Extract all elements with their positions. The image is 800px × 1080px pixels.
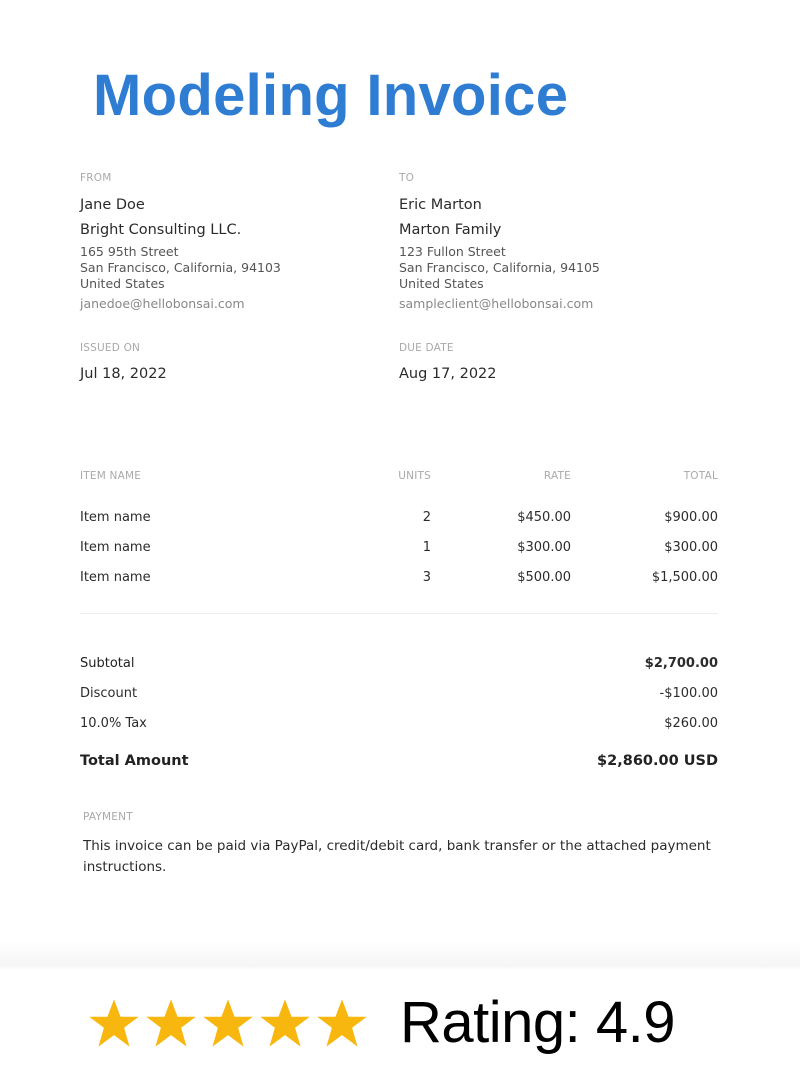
header-total: TOTAL — [683, 470, 718, 482]
from-address-line2: San Francisco, California, 94103 — [80, 260, 281, 275]
item-name: Item name — [80, 569, 151, 585]
star-rating — [86, 996, 370, 1050]
to-country: United States — [399, 276, 484, 291]
header-units: UNITS — [398, 470, 431, 482]
item-name: Item name — [80, 539, 151, 555]
tax-row — [80, 712, 718, 734]
to-company: Marton Family — [399, 222, 502, 238]
to-section — [399, 171, 699, 312]
total-amount-label: Total Amount — [80, 753, 189, 769]
from-email: janedoe@hellobonsai.com — [80, 296, 245, 311]
item-total: $1,500.00 — [651, 569, 718, 585]
item-units: 2 — [422, 509, 431, 525]
issued-on-label: ISSUED ON — [80, 342, 141, 354]
tax-label: 10.0% Tax — [80, 715, 147, 731]
item-rate: $450.00 — [517, 509, 571, 525]
from-country: United States — [80, 276, 165, 291]
rating-text: Rating: 4.9 — [400, 990, 676, 1055]
subtotal-row — [80, 652, 718, 674]
payment-section — [83, 810, 723, 878]
items-table — [80, 468, 718, 592]
header-rate: RATE — [543, 470, 571, 482]
to-email: sampleclient@hellobonsai.com — [399, 296, 594, 311]
header-item-name: ITEM NAME — [80, 470, 142, 482]
subtotal-value: $2,700.00 — [644, 655, 718, 671]
item-name: Item name — [80, 509, 151, 525]
to-address-line2: San Francisco, California, 94105 — [399, 260, 600, 275]
to-address — [399, 244, 699, 292]
total-amount-value: $2,860.00 USD — [597, 753, 718, 769]
table-row — [80, 562, 718, 592]
star-icon — [257, 996, 313, 1050]
discount-label: Discount — [80, 685, 138, 701]
from-label: FROM — [80, 172, 112, 184]
items-divider — [80, 613, 718, 614]
issued-on-section — [80, 341, 380, 383]
from-address — [80, 244, 380, 292]
discount-row — [80, 682, 718, 704]
star-icon — [314, 996, 370, 1050]
issued-on-value: Jul 18, 2022 — [80, 366, 167, 382]
footer-shadow — [0, 940, 800, 970]
table-row — [80, 532, 718, 562]
payment-instructions: This invoice can be paid via PayPal, credit/debit card, bank transfer or the attached payment instructions. — [83, 838, 711, 875]
to-label: TO — [399, 172, 415, 184]
invoice-title: Modeling Invoice — [93, 63, 569, 128]
summary-section — [80, 652, 718, 774]
tax-value: $260.00 — [664, 715, 718, 731]
item-units: 1 — [422, 539, 431, 555]
discount-value: -$100.00 — [659, 685, 718, 701]
item-total: $900.00 — [664, 509, 718, 525]
from-address-line1: 165 95th Street — [80, 244, 179, 259]
rating-bar — [0, 970, 800, 1080]
subtotal-label: Subtotal — [80, 655, 135, 671]
item-rate: $500.00 — [517, 569, 571, 585]
due-date-value: Aug 17, 2022 — [399, 366, 497, 382]
star-icon — [143, 996, 199, 1050]
table-row — [80, 502, 718, 532]
star-icon — [86, 996, 142, 1050]
due-date-section — [399, 341, 699, 383]
due-date-label: DUE DATE — [399, 342, 454, 354]
star-icon — [200, 996, 256, 1050]
from-name: Jane Doe — [80, 197, 145, 213]
to-address-line1: 123 Fullon Street — [399, 244, 506, 259]
to-name: Eric Marton — [399, 197, 482, 213]
from-company: Bright Consulting LLC. — [80, 222, 242, 238]
item-units: 3 — [422, 569, 431, 585]
items-header-row — [80, 468, 718, 484]
total-amount-row — [80, 748, 718, 774]
from-section — [80, 171, 380, 312]
item-total: $300.00 — [664, 539, 718, 555]
item-rate: $300.00 — [517, 539, 571, 555]
payment-label: PAYMENT — [83, 811, 133, 823]
